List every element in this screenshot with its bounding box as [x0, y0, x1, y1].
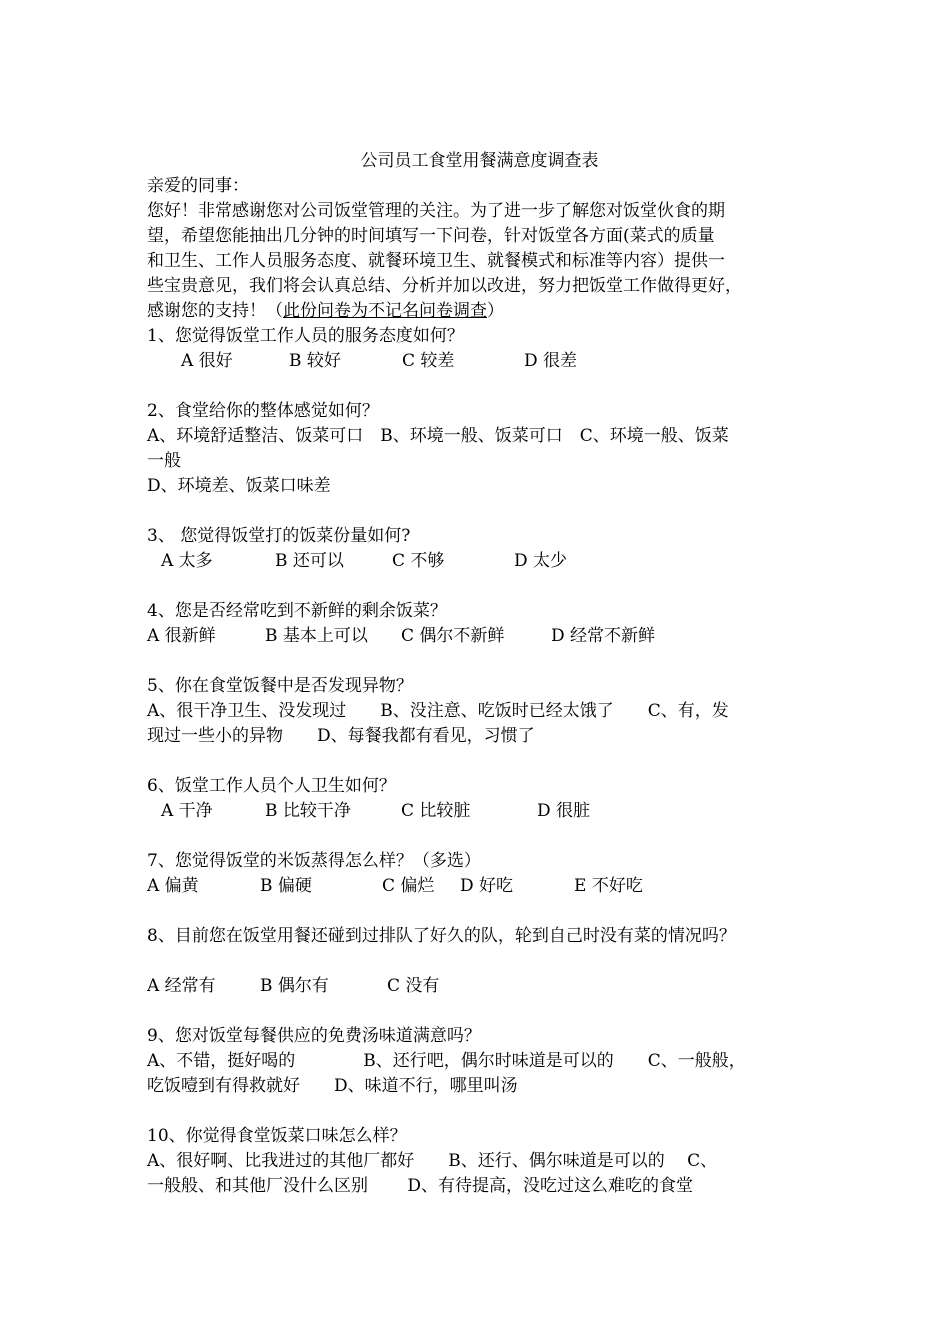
options: [147, 974, 812, 999]
option-d[interactable]: D 很脏: [537, 801, 591, 821]
intro-line-3: 和卫生、工作人员服务态度、就餐环境卫生、就餐模式和标准等内容）提供一: [147, 251, 725, 271]
question-3: [147, 524, 812, 574]
question-text: 8、目前您在饭堂用餐还碰到过排队了好久的队，轮到自己时没有菜的情况吗？: [147, 926, 736, 946]
options: [147, 349, 812, 374]
intro-line-2: 望，希望您能抽出几分钟的时间填写一下问卷，针对饭堂各方面(菜式的质量: [147, 226, 715, 246]
options: [147, 874, 812, 899]
survey-title: 公司员工食堂用餐满意度调查表: [360, 151, 599, 171]
intro-line-4: 些宝贵意见，我们将会认真总结、分析并加以改进，努力把饭堂工作做得更好，: [147, 276, 742, 296]
option-b[interactable]: B 基本上可以: [265, 626, 368, 646]
option-a[interactable]: A 偏黄: [147, 876, 199, 896]
option-b[interactable]: B 比较干净: [265, 801, 351, 821]
option-e[interactable]: E 不好吃: [574, 876, 643, 896]
question-text: 10、你觉得食堂饭菜口味怎么样？: [147, 1126, 407, 1146]
question-5: [147, 674, 812, 749]
survey-content: [147, 149, 812, 1199]
options-line-2: 一般般、和其他厂没什么区别 D、有待提高，没吃过这么难吃的食堂: [147, 1176, 694, 1196]
option-c[interactable]: C 不够: [392, 551, 445, 571]
option-a[interactable]: A 很新鲜: [147, 626, 216, 646]
option-a[interactable]: A 干净: [161, 801, 213, 821]
intro-line-5-post: ）: [487, 301, 504, 321]
option-c[interactable]: C 偶尔不新鲜: [401, 626, 505, 646]
question-6: [147, 774, 812, 824]
intro-line-5: [147, 299, 812, 324]
option-a[interactable]: A 经常有: [147, 976, 216, 996]
option-c[interactable]: C 偏烂: [382, 876, 435, 896]
options-line-1: A、很干净卫生、没发现过 B、没注意、吃饭时已经太饿了 C、有，发: [147, 701, 729, 721]
options: [147, 799, 812, 824]
option-b[interactable]: B 还可以: [275, 551, 344, 571]
question-text: 1、您觉得饭堂工作人员的服务态度如何？: [147, 326, 464, 346]
option-d[interactable]: D 经常不新鲜: [551, 626, 656, 646]
question-4: [147, 599, 812, 649]
options-line-2: 吃饭噎到有得救就好 D、味道不行，哪里叫汤: [147, 1076, 518, 1096]
question-text: 5、你在食堂饭餐中是否发现异物？: [147, 676, 413, 696]
question-text: 7、您觉得饭堂的米饭蒸得怎么样？（多选）: [147, 851, 481, 871]
question-9: [147, 1024, 812, 1099]
intro-paragraph: [147, 199, 812, 324]
option-d[interactable]: D 很差: [524, 351, 578, 371]
options-line-1: A、不错，挺好喝的 B、还行吧，偶尔时味道是可以的 C、一般般，: [147, 1051, 746, 1071]
options-line-1: A、很好啊、比我进过的其他厂都好 B、还行、偶尔味道是可以的 C、: [147, 1151, 718, 1171]
blank-line: [147, 949, 812, 974]
anonymous-note: 此份问卷为不记名问卷调查: [283, 301, 487, 321]
options-line-3: D、环境差、饭菜口味差: [147, 476, 331, 496]
option-c[interactable]: C 没有: [387, 976, 440, 996]
question-text: 4、您是否经常吃到不新鲜的剩余饭菜？: [147, 601, 447, 621]
option-d[interactable]: D 太少: [514, 551, 568, 571]
options: [147, 624, 812, 649]
option-b[interactable]: B 偶尔有: [260, 976, 329, 996]
options-line-2: 一般: [147, 451, 181, 471]
question-7: [147, 849, 812, 899]
question-10: [147, 1124, 812, 1199]
intro-line-1: 您好！非常感谢您对公司饭堂管理的关注。为了进一步了解您对饭堂伙食的期: [147, 201, 725, 221]
question-text: 6、饭堂工作人员个人卫生如何？: [147, 776, 396, 796]
option-c[interactable]: C 较差: [402, 351, 455, 371]
intro-line-5-pre: 感谢您的支持！（: [147, 301, 283, 321]
option-d[interactable]: D 好吃: [460, 876, 514, 896]
option-a[interactable]: A 很好: [181, 351, 233, 371]
question-1: [147, 324, 812, 374]
greeting: 亲爱的同事：: [147, 176, 249, 196]
option-a[interactable]: A 太多: [161, 551, 213, 571]
question-text: 9、您对饭堂每餐供应的免费汤味道满意吗？: [147, 1026, 481, 1046]
options: [147, 549, 812, 574]
question-2: [147, 399, 812, 499]
option-b[interactable]: B 较好: [289, 351, 341, 371]
options-line-2: 现过一些小的异物 D、每餐我都有看见，习惯了: [147, 726, 535, 746]
options-line-1: A、环境舒适整洁、饭菜可口 B、环境一般、饭菜可口 C、环境一般、饭菜: [147, 426, 729, 446]
question-8: [147, 924, 812, 999]
option-b[interactable]: B 偏硬: [260, 876, 312, 896]
question-text: 2、食堂给你的整体感觉如何？: [147, 401, 379, 421]
option-c[interactable]: C 比较脏: [401, 801, 471, 821]
question-text: 3、 您觉得饭堂打的饭菜份量如何?: [147, 526, 411, 546]
